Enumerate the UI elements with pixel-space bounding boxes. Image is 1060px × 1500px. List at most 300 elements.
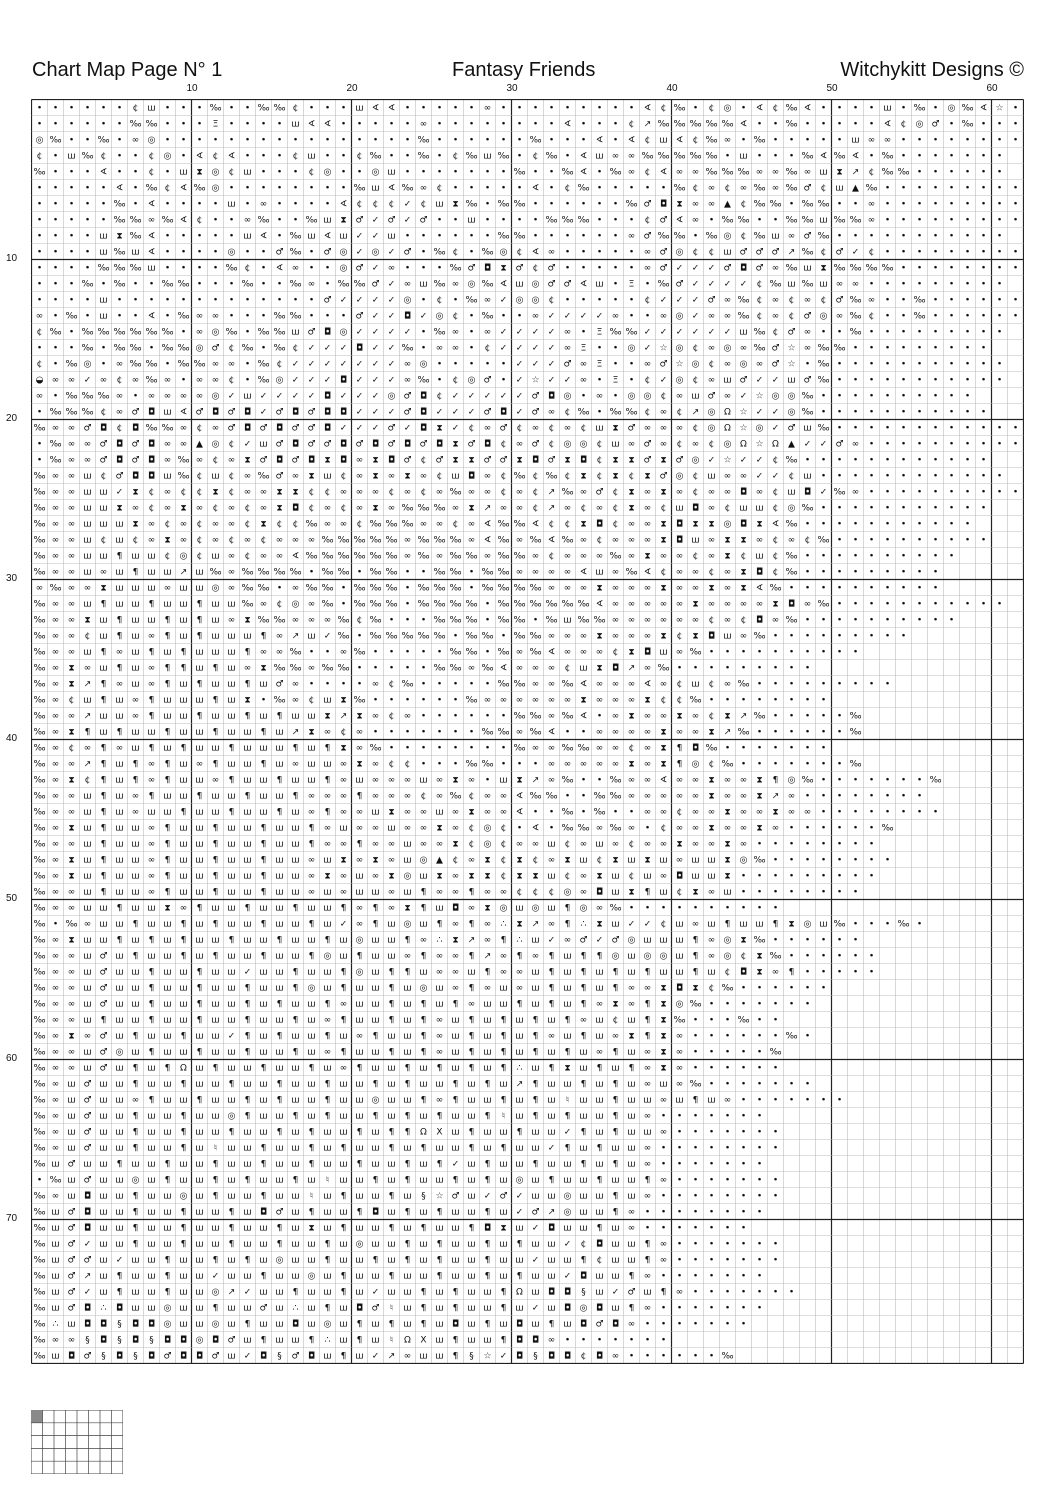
stitch-symbol: ◎ [915,119,924,130]
stitch-symbol: • [708,1175,715,1186]
stitch-symbol: ¶ [164,1255,171,1266]
stitch-symbol: ¢ [740,551,747,562]
stitch-symbol: • [84,103,91,114]
stitch-symbol: • [676,1191,683,1202]
stitch-symbol: • [580,791,587,802]
stitch-symbol: ∢ [595,135,604,146]
stitch-symbol: ∞ [291,535,300,546]
stitch-symbol: ♂ [515,263,524,274]
stitch-symbol: ∞ [243,471,252,482]
stitch-symbol: ш [387,1255,396,1266]
stitch-symbol: ∞ [67,535,76,546]
stitch-symbol: ∞ [115,391,124,402]
stitch-symbol: ∞ [723,471,732,482]
stitch-symbol: ш [595,1207,604,1218]
stitch-symbol: ∢ [627,135,636,146]
stitch-symbol: ‰ [81,279,94,290]
stitch-symbol: ш [83,599,92,610]
stitch-symbol: • [468,119,475,130]
stitch-symbol: ш [339,1207,348,1218]
stitch-symbol: ш [355,871,364,882]
stitch-symbol: ∞ [643,1191,652,1202]
stitch-symbol: ‰ [737,1015,750,1026]
stitch-symbol: • [964,151,971,162]
stitch-symbol: ‰ [801,279,814,290]
stitch-symbol: ¶ [500,1095,507,1106]
stitch-symbol: ш [115,1223,124,1234]
stitch-symbol: • [388,695,395,706]
stitch-symbol: • [884,919,891,930]
stitch-symbol: ⧗ [388,807,395,818]
stitch-symbol: • [900,359,907,370]
stitch-symbol: ш [163,711,172,722]
stitch-symbol: ♂ [387,439,396,450]
stitch-symbol: ☆ [723,455,732,466]
stitch-symbol: • [484,199,491,210]
stitch-symbol: ¶ [100,871,107,882]
stitch-symbol: ‰ [33,1031,46,1042]
stitch-symbol: ш [371,1063,380,1074]
stitch-symbol: ♂ [659,263,668,274]
stitch-symbol: • [740,1191,747,1202]
stitch-symbol: ∞ [451,887,460,898]
stitch-symbol: • [788,759,795,770]
stitch-symbol: • [756,1207,763,1218]
stitch-symbol: ш [147,1127,156,1138]
stitch-symbol: ш [435,1303,444,1314]
stitch-symbol: • [468,567,475,578]
stitch-symbol: ‰ [785,103,798,114]
stitch-symbol: • [484,231,491,242]
stitch-symbol: • [836,359,843,370]
stitch-symbol: ⧗ [532,871,539,882]
stitch-symbol: ⧗ [612,471,619,482]
stitch-symbol: ‰ [113,263,126,274]
stitch-symbol: ✓ [371,327,380,338]
stitch-symbol: ш [179,775,188,786]
stitch-symbol: ш [307,1175,316,1186]
stitch-symbol: ш [403,1271,412,1282]
stitch-symbol: ¶ [132,1079,139,1090]
stitch-symbol: ∞ [371,775,380,786]
stitch-symbol: ш [99,231,108,242]
stitch-symbol: ∢ [883,119,892,130]
stitch-symbol: ш [323,215,332,226]
stitch-symbol: ‰ [465,647,478,658]
stitch-symbol: • [100,343,107,354]
stitch-symbol: ¢ [132,535,139,546]
stitch-symbol: • [788,743,795,754]
stitch-symbol: • [964,407,971,418]
stitch-symbol: ∞ [611,567,620,578]
stitch-symbol: ∞ [307,855,316,866]
stitch-symbol: ‰ [609,551,622,562]
stitch-symbol: ♂ [483,407,492,418]
stitch-symbol: ¶ [612,1207,619,1218]
stitch-symbol: ✓ [675,295,684,306]
stitch-symbol: ∞ [83,439,92,450]
stitch-symbol: • [372,663,379,674]
stitch-symbol: ¶ [308,1335,315,1346]
stitch-symbol: ∞ [115,359,124,370]
stitch-symbol: ‰ [513,551,526,562]
stitch-symbol: ш [419,1207,428,1218]
stitch-symbol: ♮ [325,1175,330,1186]
stitch-symbol: • [948,343,955,354]
stitch-symbol: • [388,663,395,674]
stitch-symbol: • [852,503,859,514]
stitch-symbol: ш [611,1175,620,1186]
stitch-symbol: • [676,903,683,914]
stitch-symbol: ‰ [817,231,830,242]
column-number: 10 [186,83,198,94]
stitch-symbol: Ⅹ [436,1127,443,1138]
stitch-symbol: ш [99,1287,108,1298]
stitch-symbol: • [804,759,811,770]
stitch-symbol: • [420,647,427,658]
stitch-symbol: ш [723,887,732,898]
stitch-symbol: • [308,183,315,194]
stitch-symbol: • [292,183,299,194]
stitch-symbol: • [772,215,779,226]
stitch-symbol: • [356,567,363,578]
stitch-symbol: ш [307,631,316,642]
stitch-symbol: • [788,583,795,594]
stitch-symbol: • [756,1111,763,1122]
stitch-symbol: ∞ [515,647,524,658]
stitch-symbol: • [820,967,827,978]
stitch-symbol: ∞ [403,279,412,290]
stitch-symbol: ш [211,679,220,690]
stitch-symbol: ш [131,887,140,898]
stitch-symbol: ◘ [595,519,604,530]
stitch-symbol: ∞ [563,503,572,514]
stitch-symbol: • [612,135,619,146]
stitch-symbol: ◘ [451,1319,460,1330]
stitch-symbol: • [548,199,555,210]
stitch-symbol: ш [355,1095,364,1106]
stitch-symbol: ш [275,919,284,930]
stitch-symbol: • [356,663,363,674]
stitch-symbol: ∞ [339,1063,348,1074]
stitch-symbol: ∞ [51,551,60,562]
stitch-symbol: • [740,663,747,674]
stitch-symbol: ш [467,1079,476,1090]
stitch-symbol: ¢ [532,471,539,482]
stitch-symbol: ∞ [467,663,476,674]
stitch-symbol: ¢ [628,743,635,754]
stitch-symbol: ш [227,679,236,690]
stitch-symbol: ∞ [611,1351,620,1362]
stitch-symbol: ⧗ [484,903,491,914]
stitch-symbol: ∞ [179,535,188,546]
stitch-symbol: ‰ [561,807,574,818]
stitch-symbol: • [868,599,875,610]
stitch-symbol: • [388,119,395,130]
stitch-symbol: • [804,1095,811,1106]
stitch-symbol: ∞ [675,567,684,578]
stitch-symbol: ш [131,999,140,1010]
stitch-symbol: ‰ [609,775,622,786]
stitch-symbol: • [500,631,507,642]
stitch-symbol: ‰ [465,151,478,162]
stitch-symbol: ∞ [131,135,140,146]
stitch-symbol: ‰ [673,119,686,130]
stitch-symbol: ш [531,999,540,1010]
stitch-symbol: ‰ [529,647,542,658]
stitch-symbol: ‰ [273,311,286,322]
stitch-symbol: ∞ [707,935,716,946]
stitch-symbol: ∞ [163,455,172,466]
stitch-symbol: ✓ [771,375,780,386]
stitch-symbol: ш [83,503,92,514]
stitch-symbol: ¶ [196,679,203,690]
stitch-symbol: • [660,1271,667,1282]
stitch-symbol: ‰ [177,455,190,466]
stitch-symbol: ◎ [563,1207,572,1218]
stitch-symbol: • [324,183,331,194]
stitch-symbol: ◘ [131,423,140,434]
stitch-symbol: • [932,327,939,338]
stitch-symbol: • [116,167,123,178]
stitch-symbol: ш [371,1127,380,1138]
stitch-symbol: ¢ [244,503,251,514]
stitch-symbol: • [484,775,491,786]
stitch-symbol: ¢ [644,375,651,386]
stitch-symbol: Ω [420,1127,427,1138]
stitch-symbol: ∴ [516,935,523,946]
stitch-symbol: ш [307,231,316,242]
stitch-symbol: ✓ [803,439,812,450]
stitch-symbol: ш [531,1271,540,1282]
stitch-symbol: ¶ [148,711,155,722]
stitch-symbol: • [868,551,875,562]
stitch-symbol: ¶ [388,967,395,978]
stitch-symbol: • [628,295,635,306]
stitch-symbol: ‰ [193,183,206,194]
stitch-symbol: ¶ [180,647,187,658]
stitch-symbol: • [196,119,203,130]
stitch-symbol: ‰ [385,535,398,546]
stitch-symbol: ¶ [244,983,251,994]
stitch-symbol: ◘ [803,487,812,498]
stitch-symbol: ш [51,1287,60,1298]
stitch-symbol: • [820,327,827,338]
stitch-symbol: • [980,263,987,274]
stitch-symbol: • [436,135,443,146]
stitch-symbol: ¶ [500,1303,507,1314]
stitch-symbol: • [500,311,507,322]
stitch-symbol: ш [99,503,108,514]
stitch-symbol: • [820,631,827,642]
stitch-symbol: ∞ [147,679,156,690]
stitch-symbol: ш [83,823,92,834]
stitch-symbol: ∞ [307,599,316,610]
stitch-symbol: ‰ [785,567,798,578]
stitch-symbol: ⧗ [756,519,763,530]
stitch-symbol: ♂ [371,1303,380,1314]
stitch-symbol: ∞ [547,1031,556,1042]
stitch-symbol: • [900,247,907,258]
stitch-symbol: ‰ [33,1191,46,1202]
stitch-symbol: • [868,359,875,370]
stitch-symbol: • [836,631,843,642]
stitch-symbol: ∢ [643,679,652,690]
stitch-symbol: ш [467,1303,476,1314]
stitch-symbol: ¶ [100,759,107,770]
stitch-symbol: ∞ [195,391,204,402]
stitch-symbol: • [948,439,955,450]
stitch-symbol: ∞ [67,839,76,850]
stitch-symbol: ∞ [563,423,572,434]
stitch-symbol: • [484,215,491,226]
stitch-symbol: ◎ [675,999,684,1010]
stitch-symbol: ш [115,1015,124,1026]
stitch-symbol: ✓ [83,375,92,386]
stitch-symbol: ◘ [579,455,588,466]
stitch-symbol: ¢ [516,247,523,258]
stitch-symbol: ∞ [595,903,604,914]
stitch-symbol: ‰ [385,551,398,562]
stitch-symbol: ш [563,1159,572,1170]
stitch-symbol: ‰ [753,327,766,338]
stitch-symbol: • [228,215,235,226]
stitch-symbol: ¢ [740,951,747,962]
stitch-symbol: ∞ [67,1063,76,1074]
stitch-symbol: • [852,775,859,786]
stitch-symbol: ∞ [67,887,76,898]
stitch-symbol: ∞ [803,327,812,338]
stitch-symbol: • [756,887,763,898]
stitch-symbol: ♂ [675,279,684,290]
stitch-symbol: • [884,327,891,338]
stitch-symbol: ♂ [99,439,108,450]
stitch-symbol: • [708,1271,715,1282]
stitch-symbol: ‰ [33,935,46,946]
stitch-symbol: ◘ [243,407,252,418]
stitch-symbol: ⧗ [644,471,651,482]
stitch-symbol: • [36,295,43,306]
stitch-symbol: ш [163,935,172,946]
stitch-symbol: • [804,695,811,706]
stitch-symbol: ш [131,903,140,914]
stitch-symbol: ¢ [196,551,203,562]
stitch-symbol: • [564,263,571,274]
stitch-symbol: • [756,759,763,770]
stitch-symbol: • [724,1303,731,1314]
stitch-symbol: ◘ [419,423,428,434]
stitch-symbol: ∞ [307,279,316,290]
stitch-symbol: ⧗ [484,871,491,882]
stitch-symbol: ¶ [244,1255,251,1266]
stitch-symbol: ∞ [643,487,652,498]
stitch-symbol: ‰ [33,535,46,546]
stitch-symbol: ¶ [340,1191,347,1202]
stitch-symbol: ✓ [659,375,668,386]
stitch-symbol: ш [547,1095,556,1106]
stitch-symbol: • [996,471,1003,482]
stitch-symbol: ш [323,1271,332,1282]
stitch-symbol: ¢ [708,359,715,370]
stitch-symbol: ¶ [580,1159,587,1170]
stitch-symbol: ¶ [548,983,555,994]
stitch-symbol: ¶ [196,791,203,802]
stitch-symbol: ‰ [353,695,366,706]
stitch-symbol: • [676,1271,683,1282]
stitch-symbol: ◘ [115,1303,124,1314]
stitch-symbol: ♂ [643,439,652,450]
stitch-symbol: ¶ [580,951,587,962]
stitch-symbol: • [516,823,523,834]
stitch-symbol: • [836,407,843,418]
stitch-symbol: ш [147,919,156,930]
stitch-symbol: ∞ [435,967,444,978]
stitch-symbol: ш [67,1143,76,1154]
stitch-symbol: • [964,423,971,434]
stitch-symbol: ∞ [771,967,780,978]
stitch-symbol: ◘ [547,1287,556,1298]
stitch-symbol: ¢ [436,391,443,402]
stitch-symbol: ¶ [404,1111,411,1122]
stitch-symbol: ¶ [308,839,315,850]
stitch-symbol: ∢ [179,183,188,194]
stitch-symbol: ш [483,1287,492,1298]
stitch-symbol: Ω [404,1335,411,1346]
stitch-symbol: • [772,855,779,866]
stitch-symbol: ◎ [275,1255,284,1266]
stitch-symbol: ∞ [227,551,236,562]
column-number: 30 [506,83,518,94]
stitch-symbol: ∴ [324,1335,331,1346]
stitch-symbol: ш [419,279,428,290]
stitch-symbol: ▲ [436,855,443,866]
stitch-symbol: ↗ [531,775,540,786]
stitch-symbol: ш [115,535,124,546]
stitch-symbol: ∞ [403,775,412,786]
stitch-symbol: ш [371,999,380,1010]
stitch-symbol: • [692,1031,699,1042]
stitch-symbol: • [580,231,587,242]
stitch-symbol: ∴ [500,919,507,930]
stitch-symbol: • [596,183,603,194]
stitch-symbol: ш [547,1079,556,1090]
stitch-symbol: ¶ [484,1207,491,1218]
stitch-symbol: ш [307,1255,316,1266]
stitch-symbol: • [612,807,619,818]
stitch-symbol: • [868,423,875,434]
stitch-symbol: • [820,695,827,706]
stitch-symbol: • [420,759,427,770]
stitch-symbol: • [756,1127,763,1138]
stitch-symbol: ш [483,1143,492,1154]
stitch-symbol: ◎ [179,1191,188,1202]
page-map-thumbnail [31,1410,123,1474]
stitch-symbol: ∞ [691,807,700,818]
stitch-symbol: ∞ [627,519,636,530]
stitch-symbol: • [980,215,987,226]
stitch-symbol: • [932,567,939,578]
stitch-symbol: ‰ [401,519,414,530]
stitch-symbol: ◘ [99,423,108,434]
stitch-symbol: ш [227,695,236,706]
stitch-symbol: ⧗ [756,951,763,962]
stitch-symbol: ◘ [131,1319,140,1330]
stitch-symbol: ш [275,1271,284,1282]
stitch-symbol: ш [611,1143,620,1154]
stitch-symbol: • [916,439,923,450]
stitch-symbol: ¶ [324,1303,331,1314]
stitch-symbol: ∴ [100,1303,107,1314]
